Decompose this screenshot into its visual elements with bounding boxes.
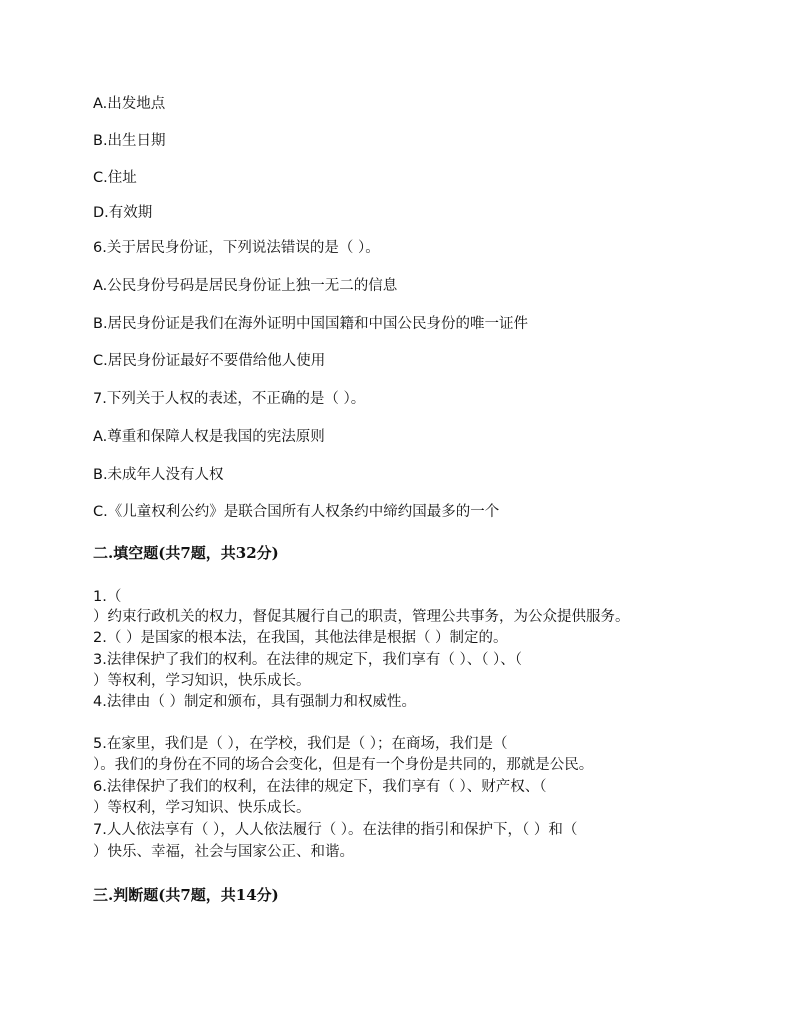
fill-blank-line: ）等权利，学习知识、快乐成长。 xyxy=(93,800,311,816)
fill-blank-line: 7.人人依法享有（ ），人人依法履行（ ）。在法律的指引和保护下，（ ）和（ xyxy=(93,822,578,838)
section-3-heading: 三.判断题(共7题，共14分) xyxy=(93,886,279,904)
q7-stem: 7.下列关于人权的表述，不正确的是（ ）。 xyxy=(93,391,366,407)
fill-blank-line: ）等权利，学习知识，快乐成长。 xyxy=(93,673,311,689)
fill-blank-line: ）快乐、幸福，社会与国家公正、和谐。 xyxy=(93,844,354,860)
fill-blank-line: 4.法律由（ ）制定和颁布，具有强制力和权威性。 xyxy=(93,694,416,710)
section-2-heading: 二.填空题(共7题，共32分) xyxy=(93,544,279,562)
q7-option-b: B.未成年人没有人权 xyxy=(93,467,224,483)
fill-blank-line: 5.在家里，我们是（ ），在学校，我们是（ ）；在商场，我们是（ xyxy=(93,736,508,752)
q6-option-a: A.公民身份号码是居民身份证上独一无二的信息 xyxy=(93,278,398,294)
fill-blank-line: ）。我们的身份在不同的场合会变化，但是有一个身份是共同的，那就是公民。 xyxy=(93,757,594,773)
q5-option-a: A.出发地点 xyxy=(93,96,166,112)
q6-option-b: B.居民身份证是我们在海外证明中国国籍和中国公民身份的唯一证件 xyxy=(93,316,529,332)
fill-blank-line: 1.（ xyxy=(93,589,122,605)
fill-blank-line: 6.法律保护了我们的权利，在法律的规定下，我们享有（ ）、财产权、（ xyxy=(93,779,547,795)
fill-blank-line: 2.（ ）是国家的根本法，在我国，其他法律是根据（ ）制定的。 xyxy=(93,630,508,646)
q7-option-c: C.《儿童权利公约》是联合国所有人权条约中缔约国最多的一个 xyxy=(93,504,500,520)
q5-option-c: C.住址 xyxy=(93,170,137,186)
fill-blank-line: ）约束行政机关的权力，督促其履行自己的职责，管理公共事务，为公众提供服务。 xyxy=(93,609,630,625)
q6-stem: 6.关于居民身份证，下列说法错误的是（ ）。 xyxy=(93,240,380,256)
q5-option-b: B.出生日期 xyxy=(93,133,166,149)
q5-option-d: D.有效期 xyxy=(93,205,153,221)
q7-option-a: A.尊重和保障人权是我国的宪法原则 xyxy=(93,429,325,445)
q6-option-c: C.居民身份证最好不要借给他人使用 xyxy=(93,353,326,369)
fill-blank-line: 3.法律保护了我们的权利。在法律的规定下，我们享有（ ）、（ ）、（ xyxy=(93,652,523,668)
